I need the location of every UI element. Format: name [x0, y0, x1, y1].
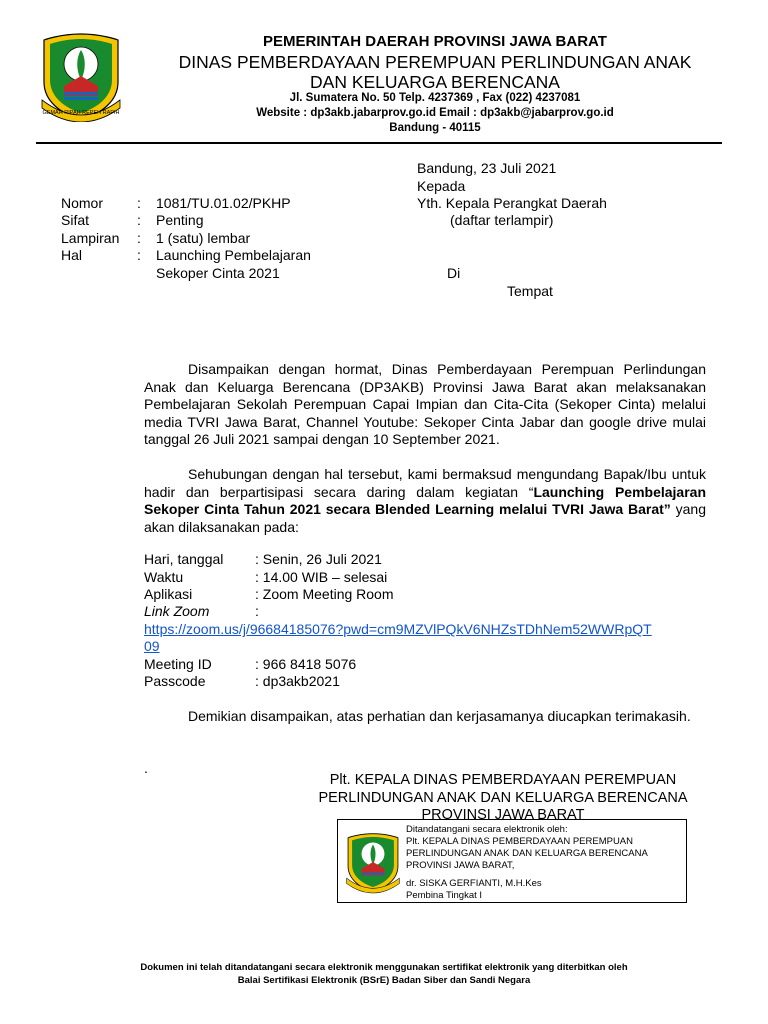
p2-end: yang akan dilaksanakan pada:: [144, 501, 707, 535]
zoom-link[interactable]: https://zoom.us/j/96684185076?pwd=cm9MZVlPQkV6NHZsTDhNem52WWRpQT: [144, 621, 652, 637]
schedule-value-time: : 14.00 WIB – selesai: [255, 569, 388, 585]
esign-line-1: Ditandatangani secara elektronik oleh:: [406, 824, 568, 835]
recipient-kepada: Kepada: [417, 178, 466, 194]
letterhead-agency-line1: DINAS PEMBERDAYAAN PEREMPUAN PERLINDUNGAN ANAK: [178, 52, 692, 72]
meta-value-lampiran: 1 (satu) lembar: [156, 230, 251, 246]
signer-block: [300, 772, 706, 825]
schedule-label-meeting-id: Meeting ID: [144, 656, 212, 672]
meta-value-nomor: 1081/TU.01.02/PKHP: [156, 195, 291, 211]
esign-signer-name: dr. SISKA GERFIANTI, M.H.Kes: [406, 878, 542, 889]
meta-value-sifat: Penting: [156, 212, 204, 228]
letter-date: Bandung, 23 Juli 2021: [417, 160, 557, 176]
schedule-value-meeting-id: : 966 8418 5076: [255, 656, 357, 672]
meta-label-sifat: Sifat: [61, 212, 90, 228]
letterhead-address: Jl. Sumatera No. 50 Telp. 4237369 , Fax (022) 4237081: [289, 92, 581, 104]
footer-line-1: Dokumen ini telah ditandatangani secara elektronik menggunakan sertifikat elektronik yang diterbitkan oleh: [140, 962, 628, 973]
zoom-link-cont[interactable]: 09: [144, 638, 160, 654]
signer-line-3: PROVINSI JAWA BARAT: [421, 807, 585, 823]
stray-dot: .: [144, 760, 148, 776]
jawa-barat-emblem-small: [344, 830, 402, 894]
esign-line-4: PROVINSI JAWA BARAT,: [406, 860, 515, 871]
recipient-di: Di: [447, 265, 461, 281]
meta-value-hal: Launching Pembelajaran: [156, 247, 311, 263]
meta-sep: :: [137, 247, 141, 263]
schedule-label-app: Aplikasi: [144, 586, 193, 602]
meta-value-hal-cont: Sekoper Cinta 2021: [156, 265, 280, 281]
letterhead-agency-line2: DAN KELUARGA BERENCANA: [310, 72, 560, 92]
meta-label-hal: Hal: [61, 247, 83, 263]
recipient-note: (daftar terlampir): [450, 212, 554, 228]
letterhead-city: Bandung - 40115: [389, 122, 481, 134]
body-paragraph-2: [144, 466, 706, 536]
meta-sep: :: [137, 230, 141, 246]
schedule-value-passcode: : dp3akb2021: [255, 673, 340, 689]
meta-sep: :: [137, 212, 141, 228]
schedule-label-passcode: Passcode: [144, 673, 206, 689]
meta-sep: :: [137, 195, 141, 211]
signer-line-2: PERLINDUNGAN ANAK DAN KELUARGA BERENCANA: [318, 789, 688, 806]
logo-motto: GEMAH RIPAH REPEH RAPIH: [42, 110, 120, 116]
recipient-name: Yth. Kepala Perangkat Daerah: [417, 195, 607, 211]
letterhead-divider: [36, 142, 722, 144]
esign-line-3: PERLINDUNGAN ANAK DAN KELUARGA BERENCANA: [406, 848, 648, 859]
schedule-label-link: Link Zoom: [144, 603, 210, 619]
body-paragraph-1: Disampaikan dengan hormat, Dinas Pemberdayaan Perempuan Perlindungan Anak dan Keluarga Berencana (DP3AKB) Provinsi Jawa Barat akan melaksanakan Pembelajaran Sekolah Perempuan Capai Impian dan Cita-Cita (Sekoper Cinta) melalui media TVRI Jawa Barat, Channel Youtube: Sekoper Cinta Jabar dan google drive mulai tanggal 26 Juli 2021 sampai dengan 10 September 2021.: [144, 361, 706, 447]
esign-signer-rank: Pembina Tingkat I: [406, 890, 483, 901]
schedule-value-date: : Senin, 26 Juli 2021: [255, 551, 382, 567]
recipient-place: Tempat: [507, 283, 553, 299]
schedule-label-time: Waktu: [144, 569, 184, 585]
meta-label-lampiran: Lampiran: [61, 230, 120, 246]
jawa-barat-emblem-logo: [38, 30, 124, 122]
letterhead-government: PEMERINTAH DAERAH PROVINSI JAWA BARAT: [263, 33, 607, 50]
schedule-value-link-sep: :: [255, 603, 259, 619]
signer-line-1: Plt. KEPALA DINAS PEMBERDAYAAN PEREMPUAN: [329, 772, 677, 788]
footer-line-2: Balai Sertifikasi Elektronik (BSrE) Badan Siber dan Sandi Negara: [237, 975, 531, 986]
letterhead-website-email: Website : dp3akb.jabarprov.go.id Email : dp3akb@jabarprov.go.id: [256, 107, 614, 119]
schedule-value-app: : Zoom Meeting Room: [255, 586, 394, 602]
p2-event-title: Launching Pembelajaran Sekoper Cinta Tahun 2021 secara Blended Learning melalui TVRI Jawa Barat”: [144, 483, 706, 517]
esign-line-2: Plt. KEPALA DINAS PEMBERDAYAAN PEREMPUAN: [406, 836, 634, 847]
p2-start: Sehubungan dengan hal tersebut, kami bermaksud mengundang Bapak/Ibu untuk hadir dan berpartisipasi secara daring dalam kegiatan “: [144, 466, 706, 500]
electronic-signature-box: [337, 819, 687, 903]
schedule-label-date: Hari, tanggal: [144, 551, 224, 567]
closing-paragraph: Demikian disampaikan, atas perhatian dan kerjasamanya diucapkan terimakasih.: [188, 708, 691, 724]
meta-label-nomor: Nomor: [61, 195, 104, 211]
